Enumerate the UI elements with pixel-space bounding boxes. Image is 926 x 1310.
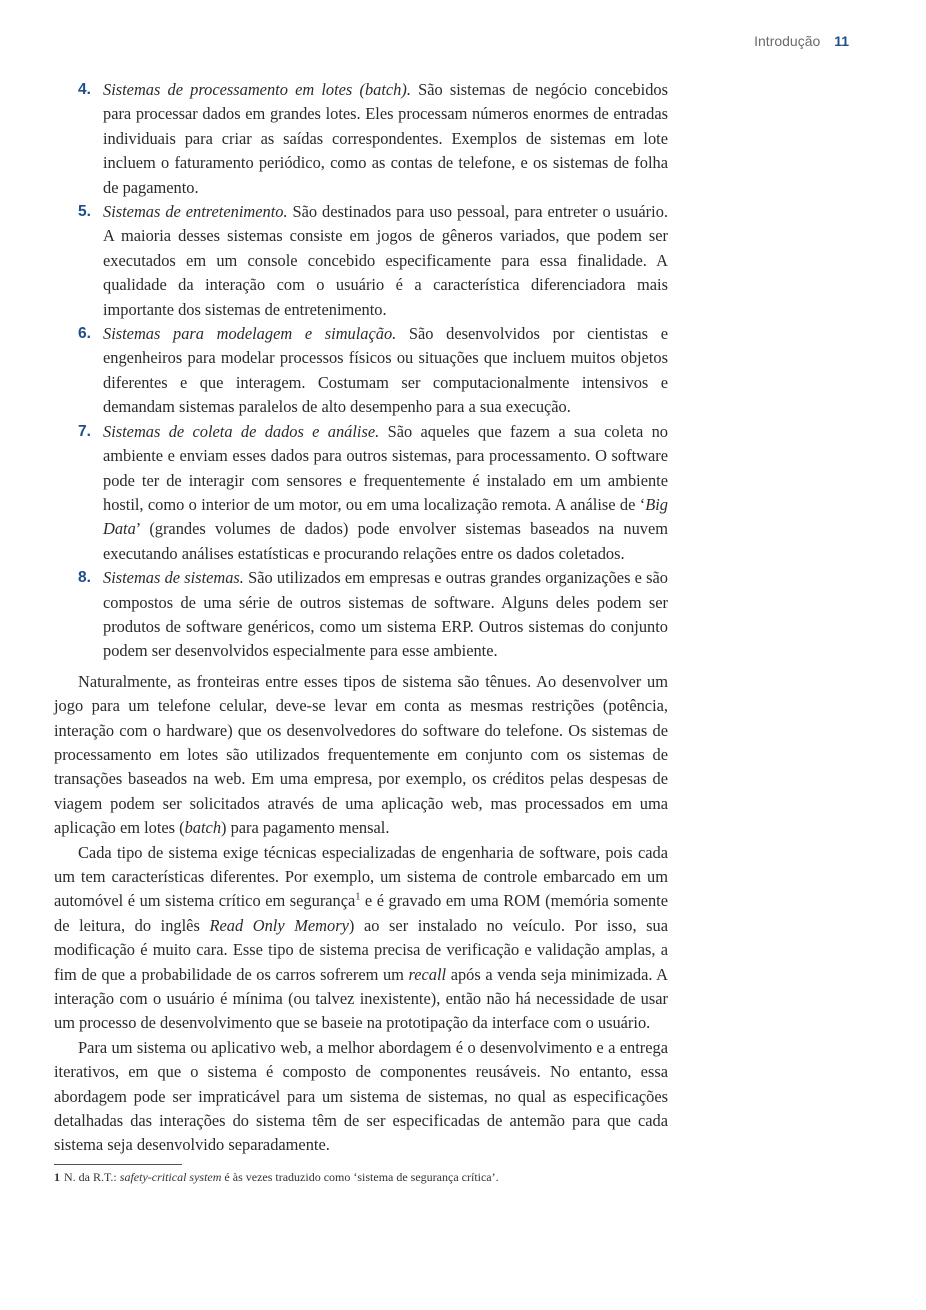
list-item: [54, 200, 668, 322]
footnote-prefix: N. da R.T.:: [64, 1169, 120, 1184]
list-item-text: São utilizados em empresas e outras grandes organizações e são compostos de uma série de outros sistemas de software. Alguns deles podem ser produtos de software genéricos, como um sistema ERP. Outros sistemas do conjunto podem ser desenvolvidos especialmente para esse ambiente.: [103, 568, 668, 661]
list-item: [54, 322, 668, 420]
page-number: 11: [834, 33, 849, 49]
list-item: [54, 78, 668, 200]
footnote-number: 1: [54, 1169, 60, 1184]
list-item-term: Sistemas de processamento em lotes (: [103, 80, 365, 99]
list-item-text: São sistemas de negócio concebidos para processar dados em grandes lotes. Eles processam números enormes de entradas individuais para criar as saídas correspondentes. Exemplos de sistemas em lote incluem o faturamento periódico, como as contas de telefone, e os sistemas de folha de pagamento.: [103, 80, 668, 197]
list-item-term: Sistemas de entretenimento.: [103, 202, 288, 222]
list-item-number: 6.: [78, 325, 91, 343]
footnote-text: é às vezes traduzido como ‘sistema de segurança crítica’.: [221, 1169, 499, 1184]
footnote-divider: [54, 1164, 182, 1165]
paragraph-text: ) ao ser instalado no veículo. Por isso, sua modificação é muito cara. Esse tipo de sistema precisa de verificação e validação amplas, a fim de que a probabilidade de os carros sofrerem um: [54, 915, 669, 984]
list-item: [54, 566, 668, 664]
paragraph-text: e é gravado em uma ROM (memória somente de leitura, do inglês: [54, 891, 668, 935]
list-item-term-end: ).: [401, 80, 411, 99]
list-item-number: 5.: [78, 203, 91, 221]
list-item-term: Sistemas de coleta de dados e análise.: [103, 421, 380, 441]
system-types-list: [54, 78, 668, 664]
list-item-number: 4.: [78, 81, 91, 98]
list-item-italic: Big Data: [103, 494, 668, 539]
list-item-term-italic: batch: [364, 80, 402, 99]
paragraph-italic: recall: [408, 964, 447, 984]
paragraph-text: ) para pagamento mensal.: [221, 818, 390, 838]
list-item-text: São desenvolvidos por cientistas e engenheiros para modelar processos físicos ou situações que incluem muitos objetos diferentes e que interagem. Costumam ser computacionalmente intensivos e demandam sistemas paralelos de alto desempenho para a sua execução.: [103, 324, 668, 417]
page-body: [54, 78, 668, 1185]
list-item-term: Sistemas para modelagem e simulação.: [103, 324, 397, 344]
list-item-text: São aqueles que fazem a sua coleta no ambiente e enviam esses dados para outros sistemas, para processamento. O software pode ter de interagir com sensores e frequentemente é instalado em um ambiente hostil, como o interior de um motor, ou em uma localização remota. A análise de ‘: [103, 421, 668, 514]
paragraph-text: Naturalmente, as fronteiras entre esses tipos de sistema são tênues. Ao desenvolver um jogo para um telefone celular, deve-se levar em conta as mesmas restrições (potência, interação com o hardware) que os desenvolvedores do software do telefone. Os sistemas de processamento em lotes são utilizados frequentemente em conjunto com os sistemas de transações baseados na web. Em uma empresa, por exemplo, os créditos pelas despesas de viagem podem ser solicitados através de uma aplicação web, mas processados em uma aplicação em lotes (: [54, 671, 668, 838]
list-item-term: Sistemas de sistemas.: [103, 568, 244, 588]
list-item: [54, 420, 668, 566]
paragraph-techniques: [54, 841, 668, 1036]
paragraph-boundaries: [54, 670, 668, 841]
paragraph-italic: Read Only Memory: [209, 915, 349, 935]
list-item-number: 8.: [78, 569, 91, 587]
paragraph-text: Cada tipo de sistema exige técnicas especializadas de engenharia de software, pois cada um tem características diferentes. Por exemplo, um sistema de controle embarcado em um automóvel é um sistema crítico em segurança: [54, 842, 668, 911]
running-header: [754, 33, 849, 49]
paragraph-web-systems: Para um sistema ou aplicativo web, a melhor abordagem é o desenvolvimento e a entrega iterativos, em que o sistema é composto de componentes reusáveis. No entanto, essa abordagem pode ser impraticável para um sistema de sistemas, no qual as especificações detalhadas das interações do sistema têm de ser especificadas de antemão para que cada sistema seja desenvolvido separadamente.: [54, 1037, 668, 1155]
footnote-reference[interactable]: 1: [355, 891, 361, 903]
paragraph-text: após a venda seja minimizada. A interação com o usuário é mínima (ou talvez inexistente), então não há necessidade de usar um processo de desenvolvimento que se baseie na prototipação da interface com o usuário.: [54, 964, 668, 1033]
footnote: [54, 1169, 668, 1185]
footnote-italic: safety-critical system: [119, 1169, 222, 1184]
list-item-text: São destinados para uso pessoal, para entreter o usuário. A maioria desses sistemas consiste em jogos de gêneros variados, que podem ser executados em um console concebido especificamente para essa finalidade. A qualidade da interação com o usuário é a característica diferenciadora mais importante dos sistemas de entretenimento.: [103, 202, 668, 319]
paragraph-italic: batch: [184, 818, 222, 838]
list-item-text-cont: ’ (grandes volumes de dados) pode envolver sistemas baseados na nuvem executando análises estatísticas e procurando relações entre os dados coletados.: [103, 519, 668, 563]
list-item-number: 7.: [78, 422, 91, 440]
section-title: Introdução: [754, 33, 821, 49]
